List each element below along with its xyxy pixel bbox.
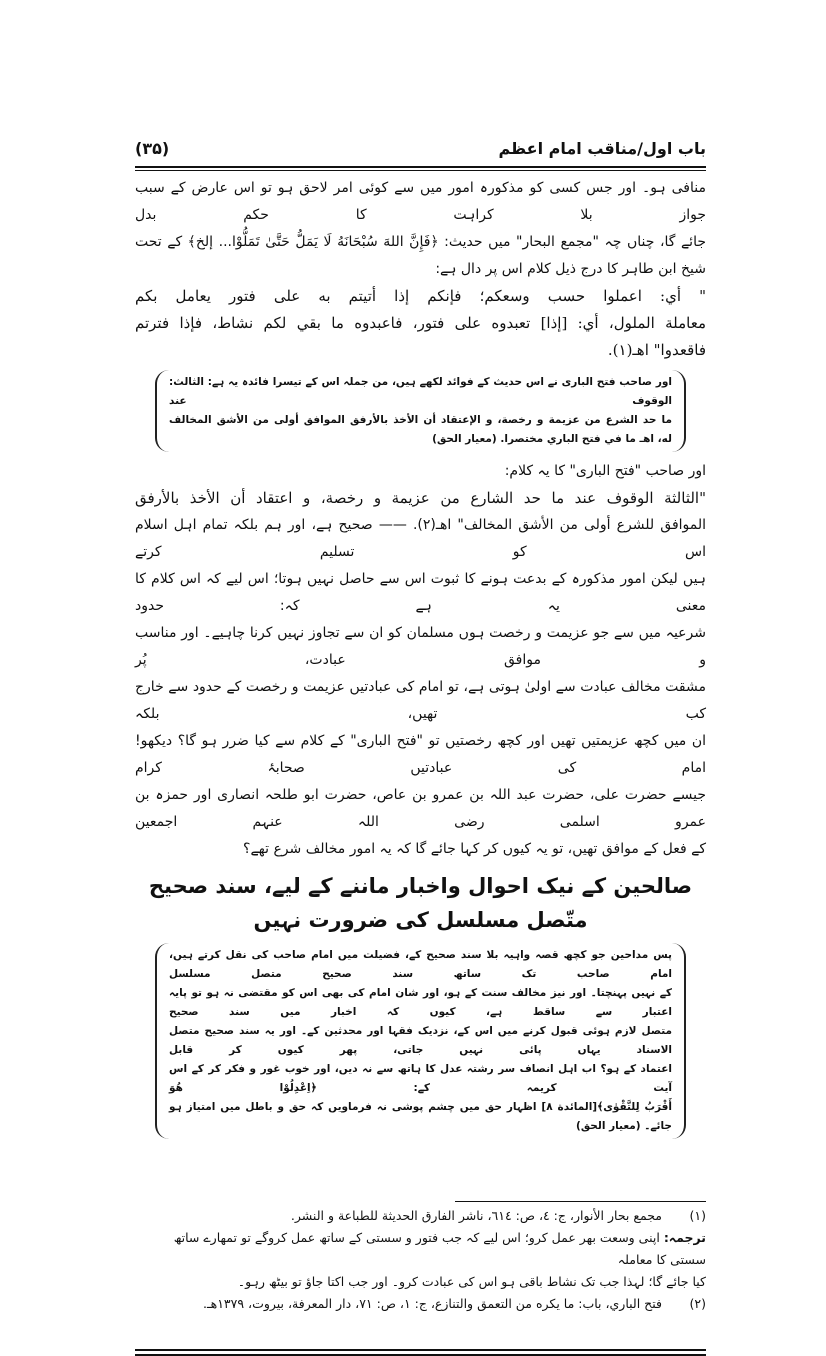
box-line: پس مداحین جو کچھ قصہ واہیہ بلا سند صحیح کے، فضیلت میں امام صاحب کی نقل کرتے ہیں، امام صاحب تک ساتھ سند صحیح متصل مسلسل xyxy=(169,949,672,980)
body-line: جیسے حضرت علی، حضرت عبد اللہ بن عمرو بن عاص، حضرت ابو طلحہ انصاری اور حمزہ بن عمرو اسلمی رضی اللہ عنہم اجمعین xyxy=(135,787,706,830)
footnote-text: اپنی وسعت بھر عمل کرو؛ اس لیے کہ جب فتور و سستی کے ساتھ عمل کروگے تو تمھارے ساتھ سستی کا معاملہ xyxy=(173,1230,706,1267)
bracketed-quote-box xyxy=(155,370,686,452)
body-line: شرعیہ میں سے جو عزیمت و رخصت ہوں مسلمان کو ان سے تجاوز نہیں کرنا چاہیے۔ اور مناسب و موافق عبادت، پُر xyxy=(135,625,706,668)
footnote-separator xyxy=(455,1201,706,1202)
body-line: مشقت مخالف عبادت سے اولیٰ ہوتی ہے، تو امام کی عبادتیں عزیمت و رخصت کے حدود سے خارج کب تھیں، بلکہ xyxy=(135,679,706,722)
box-line: اعتماد کے ہو؟ اب اہل انصاف سر رشتہ عدل کا ہاتھ سے نہ دیں، اور خوب غور و فکر کر کے اس آیت کریمہ کے: ﴿اِعْدِلُوْا هُوَ xyxy=(169,1063,672,1094)
arabic-quote-line: فاقعدوا" اهـ(١). xyxy=(607,341,706,359)
footnote-number: (١) xyxy=(689,1208,706,1223)
box-line: أَقْرَبُ لِلتَّقْوٰى﴾[المائدة ٨] اظہار حق میں چشم پوشی نہ فرماویں کہ حق و باطل میں امتیاز ہو جائے۔ (معیار الحق) xyxy=(169,1101,673,1132)
footnote-1 xyxy=(135,1205,706,1227)
footnote-text: مجمع بحار الأنوار، ج: ٤، ص: ٦١٤، ناشر الفارق الحديثة للطباعة و النشر. xyxy=(290,1208,662,1223)
chapter-title: باب اول/مناقب امام اعظم xyxy=(498,139,706,158)
body-line: ہیں لیکن امور مذکورہ کے بدعت ہونے کا ثبوت اس سے حاصل نہیں ہوتا؛ اس لیے کہ اس کلام کا معنی یہ ہے کہ: حدود xyxy=(135,571,706,614)
footer-rule xyxy=(135,1349,706,1351)
box-line: کے نہیں پہنچتا۔ اور نیز مخالف سنت کے ہو، اور شان امام کی بھی اس کو مقتضی نہ ہو تو پایہ اعتبار سے ساقط ہے، کیوں کہ اخبار میں سند صحیح xyxy=(169,987,672,1018)
footnote-text: فتح الباري، باب: ما يكره من التعمق والتنازع، ج: ١، ص: ٧١، دار المعرفة، بيروت، ١٣٧٩هـ. xyxy=(202,1296,662,1311)
box-line: متصل لازم ہوئی قبول کرنے میں اس کے، نزدیک فقہا اور محدثین کے۔ اور یہ سند صحیح متصل الاسناد یہاں پائی نہیں جاتی، پھر کیوں کر قابل xyxy=(169,1025,672,1056)
footnote-translation-cont xyxy=(135,1271,706,1293)
section-heading: صالحین کے نیک احوال واخبار ماننے کے لیے، سند صحیح متّصل مسلسل کی ضرورت نہیں xyxy=(148,874,693,932)
body-line: الموافق للشرع أولى من الأشق المخالف" اهـ(٢). —— صحیح ہے، اور ہم بلکہ تمام اہل اسلام اس کو تسلیم کرتے xyxy=(135,517,707,560)
running-header xyxy=(135,136,706,162)
body-line: ان میں کچھ عزیمتیں تھیں اور کچھ رخصتیں تو "فتح الباری" کے کلام سے کیا ضرر ہو گا؟ دیکھو! امام کی عبادتیں صحابۂ کرام xyxy=(135,733,706,776)
footnote-2 xyxy=(135,1293,706,1315)
body-line: شیخ ابن طاہر کا درج ذیل کلام اس پر دال ہے: xyxy=(435,261,706,277)
box-line: ما حد الشرع من عزيمة و رخصة، و الإعتقاد أن الأخذ بالأرفق الموافق أولى من الأشق المخالف xyxy=(169,414,672,426)
arabic-quote-line: " أي: اعملوا حسب وسعكم؛ فإنكم إذا أتيتم به على فتور يعامل بكم xyxy=(135,287,706,305)
footnote-number: (٢) xyxy=(689,1296,706,1311)
header-rule-thin xyxy=(135,170,706,171)
header-rule xyxy=(135,166,706,168)
arabic-quote-line: "الثالثة الوقوف عند ما حد الشارع من عزيمة و رخصة، و اعتقاد أن الأخذ بالأرفق xyxy=(135,489,706,507)
footnote-text: کیا جائے گا؛ لہذا جب تک نشاط باقی ہو اس کی عبادت کرو۔ اور جب اکتا جاؤ تو بیٹھ رہو۔ xyxy=(237,1274,706,1289)
body-line: اور صاحب "فتح الباری" کا یہ کلام: xyxy=(504,463,706,479)
translation-label: ترجمہ: xyxy=(663,1230,706,1245)
body-line: جائے گا، چناں چہ "مجمع البحار" میں حدیث: ﴿فَإِنَّ اللهَ سُبْحَانَهُ لَا يَمَلُّ حَتَّىٰ تَمَلُّوْا... إلخ﴾ کے تحت xyxy=(135,234,706,250)
book-page xyxy=(135,136,706,1356)
page-number: (۳۵) xyxy=(135,139,170,158)
arabic-quote-line: معاملة الملول، أي: [إذا] تعبدوه على فتور، فاعبدوه ما بقي لكم نشاط، فإذا فترتم xyxy=(135,314,706,332)
footnote-translation xyxy=(135,1227,706,1271)
body-line: کے فعل کے موافق تھیں، تو یہ کیوں کر کہا جائے گا کہ یہ امور مخالف شرع تھے؟ xyxy=(243,841,706,857)
box-line: له، اهـ ما في فتح الباري مختصرا. (معیار الحق) xyxy=(432,433,672,445)
box-line: اور صاحب فتح الباری نے اس حدیث کے فوائد لکھے ہیں، من جملہ اس کے تیسرا فائدہ یہ ہے: الثالث: الوقوف عند xyxy=(169,376,672,407)
bracketed-quote-box xyxy=(155,943,686,1139)
body-line: منافی ہو۔ اور جس کسی کو مذکورہ امور میں سے کوئی امر لاحق ہو تو اس عارض کے سبب جواز بلا کراہت کا حکم بدل xyxy=(135,180,706,223)
